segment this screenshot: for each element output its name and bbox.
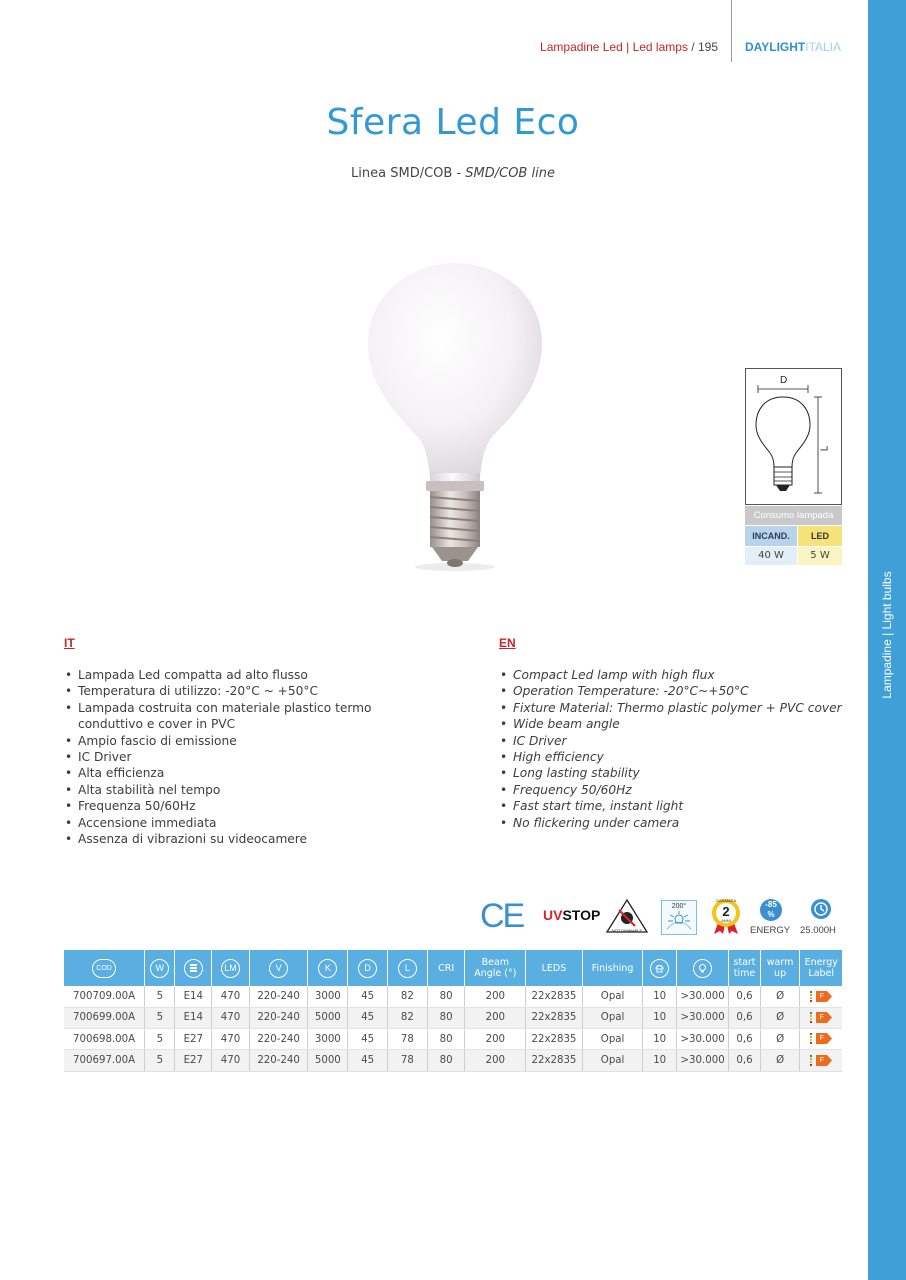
cell-leds: 22x2835 [526, 1050, 583, 1071]
voltage-icon: V [269, 959, 288, 978]
product-title: Sfera Led Eco [326, 102, 580, 143]
cell-socket: E14 [175, 1007, 212, 1028]
feature-item: • Frequency 50/60Hz [499, 782, 849, 798]
table-row [64, 1029, 842, 1050]
cell-cri: 80 [427, 986, 465, 1007]
consumption-header: Consumo lampada [745, 506, 842, 525]
cell-warm-up: Ø [760, 986, 800, 1007]
cell-leds: 22x2835 [526, 1029, 583, 1050]
feature-item: • High efficiency [499, 749, 849, 765]
energy-class-text: F [819, 1035, 824, 1043]
cell-warm-up: Ø [760, 1029, 800, 1050]
cell-lifetime: >30.000 [676, 1029, 728, 1050]
beam-angle-icon [661, 900, 697, 935]
cell-lumen: 470 [212, 1050, 250, 1071]
feature-item: • Alta stabilità nel tempo [64, 782, 414, 798]
warranty-2-years-icon [707, 897, 745, 935]
cell-kelvin: 5000 [308, 1007, 348, 1028]
cell-lifetime: >30.000 [676, 1050, 728, 1071]
cell-energy-label [800, 1007, 842, 1028]
page-header-category [540, 40, 718, 54]
cell-cri: 80 [427, 1007, 465, 1028]
socket-icon [184, 959, 203, 978]
cell-start-time: 0,6 [729, 1050, 760, 1071]
cell-warm-up: Ø [760, 1007, 800, 1028]
page-number: 195 [697, 40, 718, 54]
energy-class-icon [810, 1012, 832, 1023]
table-row [64, 986, 842, 1007]
uv-stop-icon [543, 907, 600, 923]
energy-sign: % [767, 910, 775, 919]
cell-watt: 5 [145, 1050, 175, 1071]
feature-item: • Compact Led lamp with high flux [499, 667, 849, 683]
cell-lumen: 470 [212, 1029, 250, 1050]
cell-finishing: Opal [582, 1007, 643, 1028]
feature-item: • Fixture Material: Thermo plastic polymer + PVC cover [499, 700, 849, 716]
length-icon: L [398, 959, 417, 978]
cell-watt: 5 [145, 986, 175, 1007]
ce-mark-icon: CE [480, 897, 524, 935]
not-dimmable-icon [605, 897, 649, 937]
energy-class-text: F [819, 1014, 824, 1022]
cell-beam-angle: 200 [465, 986, 526, 1007]
feature-item: • Alta efficienza [64, 765, 414, 781]
watt-icon: W [150, 959, 169, 978]
cell-diameter: 45 [348, 1029, 388, 1050]
feature-item: • Ampio fascio di emissione [64, 733, 414, 749]
diameter-icon: D [358, 959, 377, 978]
uv-text: UV [543, 907, 563, 923]
lifetime-label: 25.000H [800, 925, 836, 936]
cell-kelvin: 3000 [308, 1029, 348, 1050]
cell-watt: 5 [145, 1029, 175, 1050]
lifetime-clock-icon [811, 899, 831, 919]
cell-start-time: 0,6 [729, 986, 760, 1007]
col-length [388, 950, 428, 986]
consumption-val-led: 5 W [798, 547, 842, 565]
energy-pct: -85 [765, 900, 777, 909]
feature-item: • Long lasting stability [499, 765, 849, 781]
cell-start-time: 0,6 [729, 1029, 760, 1050]
col-socket [175, 950, 212, 986]
feature-item: • IC Driver [64, 749, 414, 765]
col-leds: LEDS [526, 950, 583, 986]
switching-cycles-icon [650, 959, 669, 978]
spec-table-body [64, 986, 842, 1071]
cell-code: 700697.00A [64, 1050, 145, 1071]
cell-beam-angle: 200 [465, 1007, 526, 1028]
warranty-years: 2 [722, 904, 730, 919]
col-start-time: start time [729, 950, 760, 986]
warranty-unit: ANNI [721, 918, 731, 923]
energy-class-text: F [819, 1056, 824, 1064]
feature-list-en [499, 667, 849, 831]
col-warm-up: warm up [760, 950, 800, 986]
col-watt [145, 950, 175, 986]
cell-leds: 22x2835 [526, 986, 583, 1007]
cell-socket: E27 [175, 1050, 212, 1071]
code-icon: COD [92, 959, 116, 978]
not-dimmable-text: NOT DIMMABLE [611, 928, 643, 933]
col-lifetime [676, 950, 728, 986]
col-switching [643, 950, 677, 986]
col-diameter [348, 950, 388, 986]
cell-code: 700709.00A [64, 986, 145, 1007]
cell-switching-cycles: 10 [643, 1029, 677, 1050]
cell-kelvin: 5000 [308, 1050, 348, 1071]
cell-lifetime: >30.000 [676, 986, 728, 1007]
consumption-col-incandescent: INCAND. [745, 526, 797, 546]
cell-lumen: 470 [212, 1007, 250, 1028]
cell-length: 78 [388, 1050, 428, 1071]
lifetime-icon [693, 959, 712, 978]
page-sep: / [687, 40, 698, 54]
cell-switching-cycles: 10 [643, 1050, 677, 1071]
col-energy-label: Energy Label [800, 950, 842, 986]
cell-kelvin: 3000 [308, 986, 348, 1007]
feature-item: • Lampada Led compatta ad alto flusso [64, 667, 414, 683]
spec-table [64, 950, 842, 1072]
table-header-row [64, 950, 842, 986]
feature-item: • Temperatura di utilizzo: -20°C ~ +50°C [64, 683, 414, 699]
cell-leds: 22x2835 [526, 1007, 583, 1028]
energy-label: ENERGY [750, 925, 791, 936]
lang-label-en: EN [499, 636, 516, 650]
feature-item: • Lampada costruita con materiale plastico termo conduttivo e cover in PVC [64, 700, 414, 733]
cell-voltage: 220-240 [249, 1050, 308, 1071]
cell-lifetime: >30.000 [676, 1007, 728, 1028]
brand-main: DAYLIGHT [745, 40, 806, 54]
cell-voltage: 220-240 [249, 1007, 308, 1028]
col-kelvin [308, 950, 348, 986]
feature-item: • No flickering under camera [499, 815, 849, 831]
product-bulb-image [360, 255, 550, 575]
col-lumen [212, 950, 250, 986]
col-voltage [249, 950, 308, 986]
lang-label-it: IT [64, 636, 75, 650]
cell-switching-cycles: 10 [643, 1007, 677, 1028]
cell-diameter: 45 [348, 1050, 388, 1071]
header-divider [731, 0, 732, 62]
cell-beam-angle: 200 [465, 1050, 526, 1071]
side-tab-label: Lampadine | Light bulbs [880, 571, 894, 699]
kelvin-icon: K [318, 959, 337, 978]
cell-cri: 80 [427, 1050, 465, 1071]
brand-logo [745, 40, 841, 54]
cell-energy-label [800, 986, 842, 1007]
cell-lumen: 470 [212, 986, 250, 1007]
energy-class-icon [810, 991, 832, 1002]
feature-item: • Assenza di vibrazioni su videocamere [64, 831, 414, 847]
cell-length: 78 [388, 1029, 428, 1050]
col-code [64, 950, 145, 986]
warranty-top-text: GARANZIA [715, 898, 737, 903]
energy-class-icon [810, 1055, 832, 1066]
cell-energy-label [800, 1050, 842, 1071]
cell-voltage: 220-240 [249, 986, 308, 1007]
cell-watt: 5 [145, 1007, 175, 1028]
table-row [64, 1007, 842, 1028]
energy-saving-icon [760, 899, 782, 921]
cell-finishing: Opal [582, 986, 643, 1007]
side-tab [868, 560, 906, 710]
cell-finishing: Opal [582, 1029, 643, 1050]
cell-socket: E14 [175, 986, 212, 1007]
label-d: D [780, 375, 788, 386]
cell-length: 82 [388, 1007, 428, 1028]
feature-list-it [64, 667, 414, 847]
subtitle-en: SMD/COB line [465, 166, 555, 181]
stop-text: STOP [562, 907, 601, 923]
table-row [64, 1050, 842, 1071]
cell-start-time: 0,6 [729, 1007, 760, 1028]
cell-cri: 80 [427, 1029, 465, 1050]
col-finishing: Finishing [582, 950, 643, 986]
subtitle-it: Linea SMD/COB - [351, 166, 466, 181]
cell-diameter: 45 [348, 986, 388, 1007]
dimension-diagram [745, 368, 842, 505]
cell-diameter: 45 [348, 1007, 388, 1028]
category-sep: | [622, 40, 633, 54]
energy-class-icon [810, 1033, 832, 1044]
label-l: L [819, 445, 831, 452]
cell-beam-angle: 200 [465, 1029, 526, 1050]
category-it: Lampadine Led [540, 40, 623, 54]
consumption-col-led: LED [798, 526, 842, 546]
cell-code: 700699.00A [64, 1007, 145, 1028]
brand-sub: ITALIA [805, 40, 842, 54]
feature-item: • Fast start time, instant light [499, 798, 849, 814]
beam-angle-text: 200° [671, 903, 687, 910]
energy-class-text: F [819, 992, 824, 1000]
cell-finishing: Opal [582, 1050, 643, 1071]
category-en: Led lamps [632, 40, 688, 54]
col-cri: CRI [427, 950, 465, 986]
cell-voltage: 220-240 [249, 1029, 308, 1050]
lumen-icon: LM [221, 959, 240, 978]
cell-energy-label [800, 1029, 842, 1050]
feature-item: • Frequenza 50/60Hz [64, 798, 414, 814]
cell-length: 82 [388, 986, 428, 1007]
cell-socket: E27 [175, 1029, 212, 1050]
cell-switching-cycles: 10 [643, 986, 677, 1007]
cell-code: 700698.00A [64, 1029, 145, 1050]
feature-item: • Accensione immediata [64, 815, 414, 831]
col-beam-angle: Beam Angle (°) [465, 950, 526, 986]
feature-item: • IC Driver [499, 733, 849, 749]
cell-warm-up: Ø [760, 1050, 800, 1071]
feature-item: • Operation Temperature: -20°C~+50°C [499, 683, 849, 699]
product-subtitle [0, 166, 906, 181]
feature-item: • Wide beam angle [499, 716, 849, 732]
consumption-val-incandescent: 40 W [745, 547, 797, 565]
